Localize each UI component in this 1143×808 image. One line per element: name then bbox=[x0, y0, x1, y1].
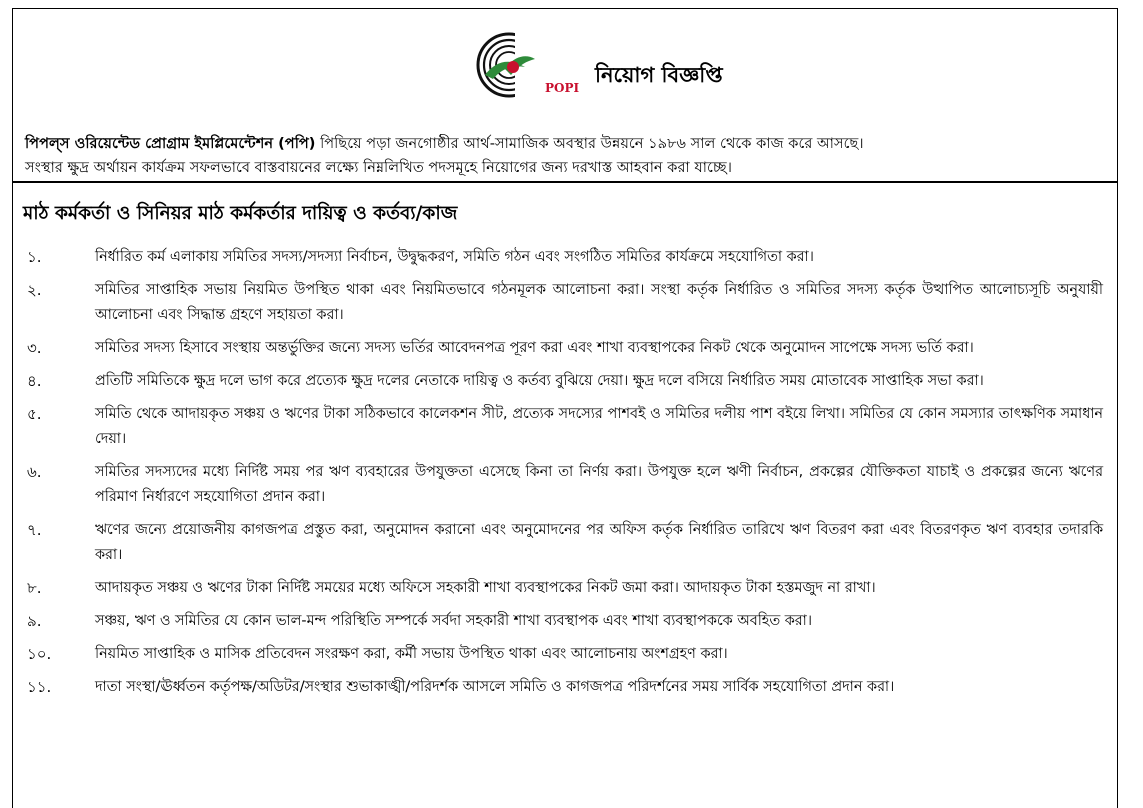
intro-line-1 bbox=[25, 132, 1107, 156]
list-item-number: ৩. bbox=[27, 339, 42, 357]
list-item-text: দাতা সংস্থা/ঊর্ধ্বতন কর্তৃপক্ষ/অডিটর/সংস্থার শুভাকাঙ্খী/পরিদর্শক আসলে সমিতি ও কাগজপত্র পরিদর্শনের সময় সার্বিক সহযোগিতা প্রদান করা। bbox=[95, 679, 895, 695]
list-item bbox=[13, 336, 1117, 361]
list-item-number: ১. bbox=[27, 248, 42, 266]
logo-wordmark: POPI bbox=[545, 81, 580, 95]
list-item-number: ৫. bbox=[27, 405, 42, 423]
section-divider bbox=[13, 181, 1117, 183]
list-item-text: ঋণের জন্যে প্রয়োজনীয় কাগজপত্র প্রস্তুত করা, অনুমোদন করানো এবং অনুমোদনের পর অফিস কর্তৃক নির্ধারিত তারিখে ঋণ বিতরণ করা এবং বিতরণকৃত ঋণ ব্যবহার তদারকি করা। bbox=[95, 522, 1103, 563]
notice-header bbox=[13, 9, 1117, 129]
list-item-number: ৯. bbox=[27, 612, 42, 630]
list-item bbox=[13, 609, 1117, 634]
list-item-text: প্রতিটি সমিতিকে ক্ষুদ্র দলে ভাগ করে প্রত্যেক ক্ষুদ্র দলের নেতাকে দায়িত্ব ও কর্তব্য বুঝিয়ে দেয়া। ক্ষুদ্র দলে বসিয়ে নির্ধারিত সময় মোতাবেক সাপ্তাহিক সভা করা। bbox=[95, 373, 984, 389]
list-item-text: সমিতি থেকে আদায়কৃত সঞ্চয় ও ঋণের টাকা সঠিকভাবে কালেকশন সীট, প্রত্যেক সদস্যের পাশবই ও সমিতির দলীয় পাশ বইয়ে লিখা। সমিতির যে কোন সমস্যার তাৎক্ষণিক সমাধান দেয়া। bbox=[95, 406, 1103, 447]
page-title: নিয়োগ বিজ্ঞপ্তি bbox=[595, 63, 723, 87]
list-item-number: ৮. bbox=[27, 579, 42, 597]
list-item-text: নির্ধারিত কর্ম এলাকায় সমিতির সদস্য/সদস্যা নির্বাচন, উদ্বুদ্ধকরণ, সমিতি গঠন এবং সংগঠিত সমিতির কার্যক্রমে সহযোগিতা করা। bbox=[95, 249, 814, 265]
list-item bbox=[13, 642, 1117, 667]
intro-paragraph bbox=[25, 132, 1107, 180]
list-item-text: সমিতির সাপ্তাহিক সভায় নিয়মিত উপস্থিত থাকা এবং নিয়মিতভাবে গঠনমূলক আলোচনা করা। সংস্থা কর্তৃক নির্ধারিত ও সমিতির সদস্য কর্তৃক উত্থাপিত আলোচ্যসূচি অনুযায়ী আলোচনা এবং সিদ্ধান্ত গ্রহণে সহায়তা করা। bbox=[95, 282, 1103, 323]
list-item-number: ১১. bbox=[27, 678, 52, 696]
notice-document bbox=[12, 8, 1118, 808]
popi-logo-icon bbox=[475, 29, 547, 101]
list-item-text: সঞ্চয়, ঋণ ও সমিতির যে কোন ভাল-মন্দ পরিস্থিতি সম্পর্কে সর্বদা সহকারী শাখা ব্যবস্থাপক এবং শাখা ব্যবস্থাপককে অবহিত করা। bbox=[95, 613, 813, 629]
list-item-text: আদায়কৃত সঞ্চয় ও ঋণের টাকা নির্দিষ্ট সময়ের মধ্যে অফিসে সহকারী শাখা ব্যবস্থাপকের নিকট জমা করা। আদায়কৃত টাকা হস্তমজুদ না রাখা। bbox=[95, 580, 876, 596]
list-item bbox=[13, 402, 1117, 452]
list-item bbox=[13, 369, 1117, 394]
list-item-number: ৭. bbox=[27, 521, 42, 539]
intro-line-1-text: পিছিয়ে পড়া জনগোষ্ঠীর আর্থ-সামাজিক অবস্থার উন্নয়নে ১৯৮৬ সাল থেকে কাজ করে আসছে। bbox=[315, 135, 864, 152]
list-item-number: ২. bbox=[27, 281, 42, 299]
list-item-text: সমিতির সদস্যদের মধ্যে নির্দিষ্ট সময় পর ঋণ ব্যবহারের উপযুক্ততা এসেছে কিনা তা নির্ণয় করা। উপযুক্ত হলে ঋণী নির্বাচন, প্রকল্পের যৌক্তিকতা যাচাই ও প্রকল্পের জন্যে ঋণের পরিমাণ নির্ধারণে সহযোগিতা প্রদান করা। bbox=[95, 464, 1103, 505]
list-item-text: সমিতির সদস্য হিসাবে সংস্থায় অন্তর্ভুক্তির জন্যে সদস্য ভর্তির আবেদনপত্র পূরণ করা এবং শাখা ব্যবস্থাপকের নিকট থেকে অনুমোদন সাপেক্ষে সদস্য ভর্তি করা। bbox=[95, 340, 974, 356]
list-item-number: ৪. bbox=[27, 372, 42, 390]
list-item bbox=[13, 675, 1117, 700]
intro-line-2: সংস্থার ক্ষুদ্র অর্থায়ন কার্যক্রম সফলভাবে বাস্তবায়নের লক্ষ্যে নিম্নলিখিত পদসমূহে নিয়োগের জন্য দরখাস্ত আহবান করা যাচ্ছে। bbox=[25, 159, 732, 176]
list-item bbox=[13, 576, 1117, 601]
list-item-text: নিয়মিত সাপ্তাহিক ও মাসিক প্রতিবেদন সংরক্ষণ করা, কর্মী সভায় উপস্থিত থাকা এবং আলোচনায় অংশগ্রহণ করা। bbox=[95, 646, 728, 662]
list-item bbox=[13, 460, 1117, 510]
list-item-number: ১০. bbox=[27, 645, 52, 663]
list-item bbox=[13, 518, 1117, 568]
list-item bbox=[13, 278, 1117, 328]
duties-list bbox=[13, 245, 1117, 708]
section-heading: মাঠ কর্মকর্তা ও সিনিয়র মাঠ কর্মকর্তার দায়িত্ব ও কর্তব্য/কাজ bbox=[23, 203, 458, 224]
list-item bbox=[13, 245, 1117, 270]
org-name: পিপল্‌স ওরিয়েন্টেড প্রোগ্রাম ইমপ্লিমেন্টেশন (পপি) bbox=[25, 135, 316, 152]
list-item-number: ৬. bbox=[27, 463, 42, 481]
